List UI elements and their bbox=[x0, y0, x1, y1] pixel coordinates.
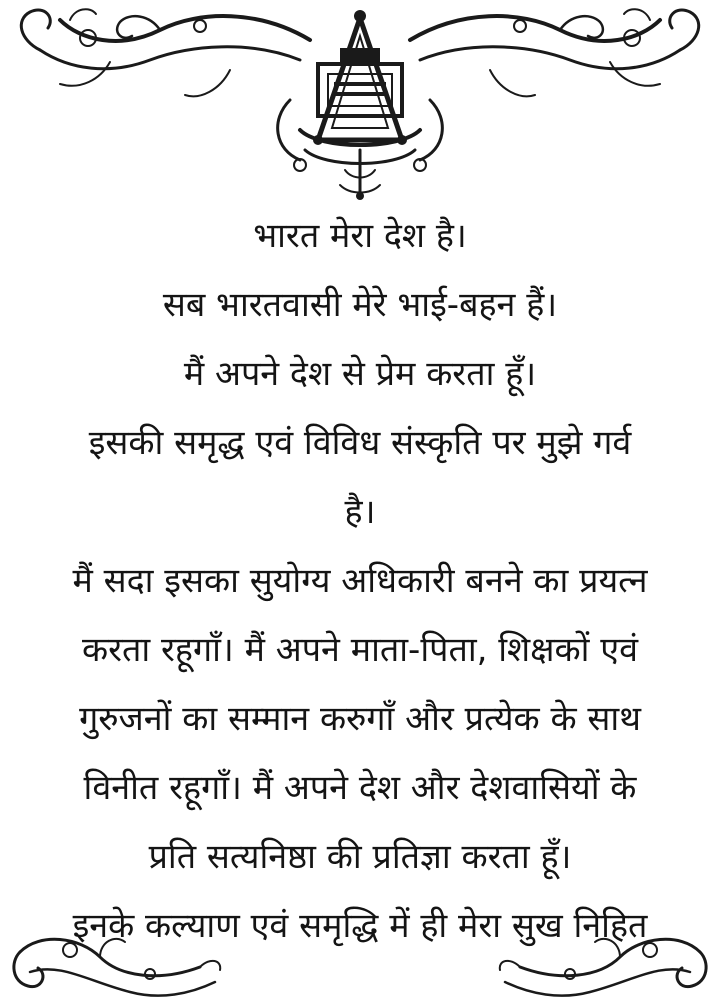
pledge-line-11: इनके कल्याण एवं समृद्धि में ही मेरा सुख निहित bbox=[72, 906, 648, 946]
pledge-line-10: प्रति सत्यनिष्ठा की प्रतिज्ञा करता हूँ। bbox=[148, 837, 572, 877]
pledge-line-2: सब भारतवासी मेरे भाई-बहन हैं। bbox=[162, 285, 558, 325]
bottom-left-ornament-icon bbox=[0, 912, 230, 1008]
pledge-line-4: इसकी समृद्ध एवं विविध संस्कृति पर मुझे गर्व bbox=[88, 423, 632, 463]
top-ornament-crest-icon bbox=[0, 0, 720, 200]
pledge-line-1: भारत मेरा देश है। bbox=[253, 216, 467, 256]
pledge-line-8: गुरुजनों का सम्मान करुगाँ और प्रत्येक के साथ bbox=[79, 699, 641, 739]
pledge-line-3: मैं अपने देश से प्रेम करता हूँ। bbox=[183, 354, 537, 394]
pledge-line-9: विनीत रहूगाँ। मैं अपने देश और देशवासियों के bbox=[83, 768, 637, 808]
pledge-line-5: है। bbox=[344, 492, 376, 532]
bottom-right-ornament-icon bbox=[490, 912, 720, 1008]
pledge-line-7: करता रहूगाँ। मैं अपने माता-पिता, शिक्षकों एवं bbox=[82, 630, 638, 670]
pledge-line-6: मैं सदा इसका सुयोग्य अधिकारी बनने का प्रयत्न bbox=[72, 561, 648, 601]
